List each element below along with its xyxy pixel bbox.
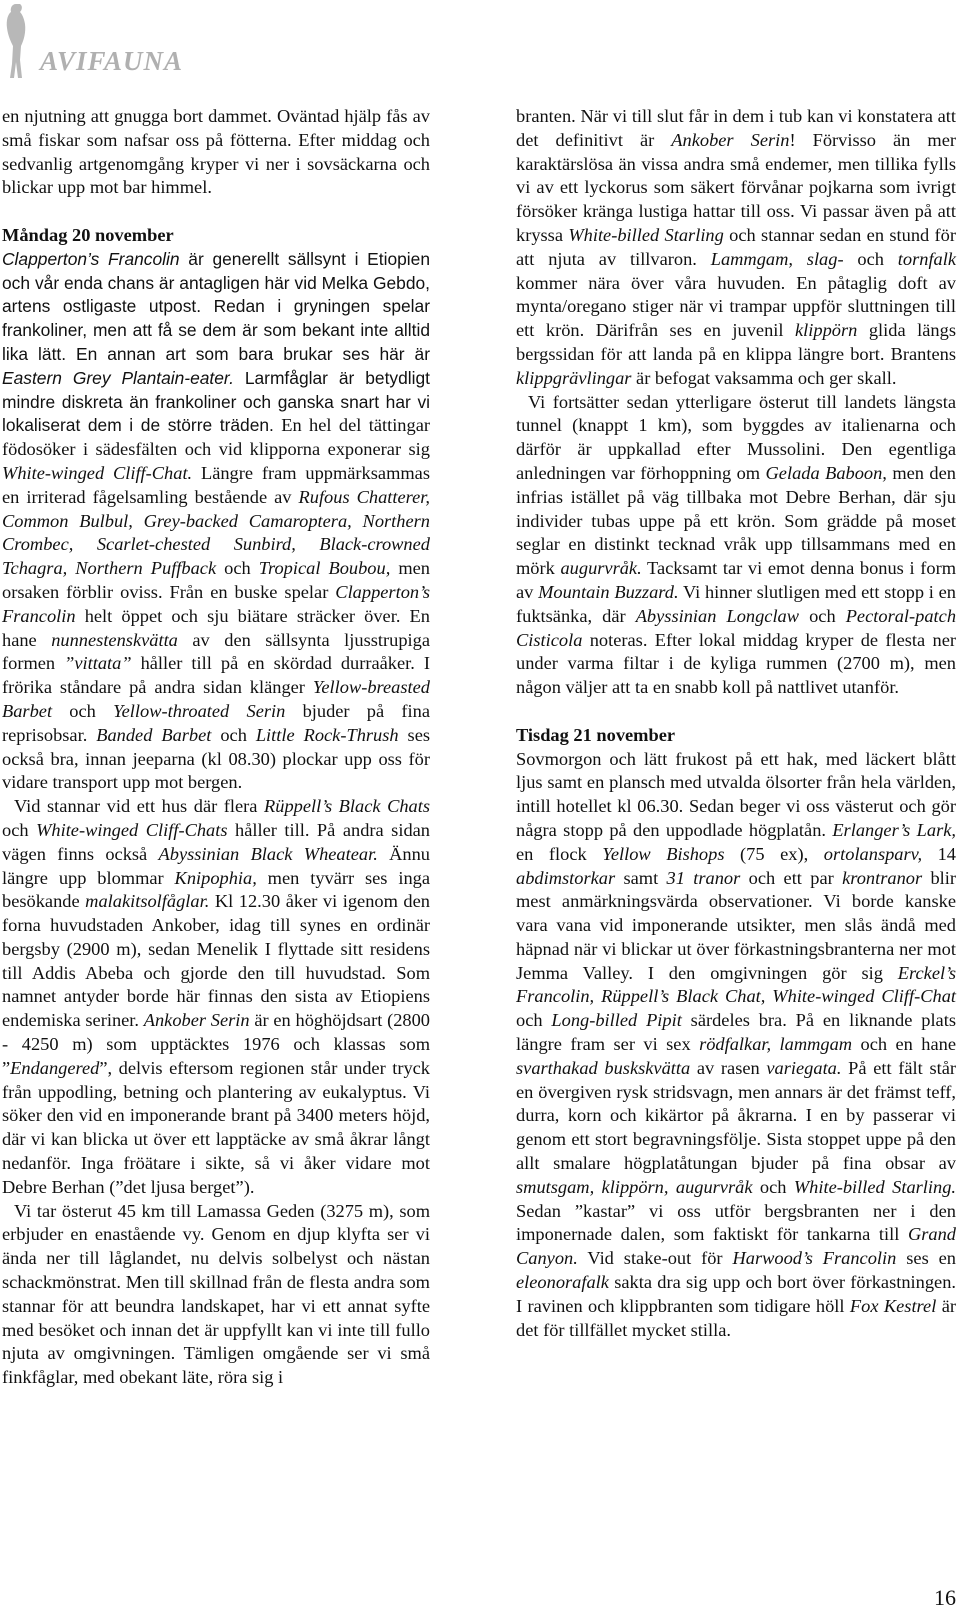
text-run: är befogat vaksamma och ger skall. [631,367,897,388]
italic-text-run: Ankober Serin [671,129,790,150]
right-paragraph-1 [516,105,956,391]
text-run: (75 ex), [724,843,824,864]
italic-text-run: White-winged Cliff-Chats [36,819,228,840]
left-paragraph-4 [2,1200,430,1390]
italic-text-run: Gelada Baboon, [765,462,887,483]
text-run: På ett fält står en övergiven rysk stridsvagn, men annars är det främst teff, durra, korn och kikärtor på åkrarna. I en by passerar vi genom ett stort begravningsfölje. Sista stoppet uppe på den allt smalare högplatåtungan bjuder på fina obsar av [516,1057,957,1174]
text-run: Vid stannar vid ett hus där flera [14,796,265,817]
italic-text-run: tornfalk [897,248,957,269]
text-run: av rasen [690,1057,767,1078]
text-run: Sovmorgon och lätt frukost på ett hak, med läckert blått ljus samt en plansch med utvalda ölsorter från hela världen, intill hotellet kl 06.30. Sedan beger vi oss västerut och gör några stopp på den uppodlade högplatån. [516,748,956,840]
text-run: Längre fram uppmärksammas en irriterad fågelsamling bestående av [2,462,430,507]
italic-text-run: svarthakad buskskvätta [516,1057,691,1078]
text-run: Vi tar österut 45 km till Lamassa Geden (3275 m), som erbjuder en enastående vy. Genom en djup klyfta ser vi ända ner till låglandet, nu delvis solbelyst och nästan schackmönstrat. Men till skillnad från de flesta andra som stannar för att beundra landskapet, har vi ett annat syfte med besöket och innan det är uppfyllt kan vi inte till fullo njuta av omgivningen. Tämligen omgående ser vi små finkfåglar, med obekant läte, röra sig i [2,1200,430,1388]
italic-text-run: rödfalkar, lammgam [699,1034,853,1055]
text-run: Sedan ”kastar” vi oss utför bergsbranten ner i den imponernade dalen, som faktiskt för tankarna till [516,1200,956,1245]
italic-text-run: White-billed Starling. [793,1176,957,1197]
text-run: och [211,724,256,745]
right-paragraph-2 [516,391,956,700]
italic-text-run: krontranor [842,867,923,888]
italic-text-run: variegata. [766,1057,842,1078]
italic-text-run: augurvråk. [560,558,642,579]
text-run: Ännu längre upp blommar [2,843,431,888]
section-heading-monday: Måndag 20 november [2,224,174,245]
text-run: En hel del tättingar födosöker i sädesfälten och vid klipporna exponerar sig [2,415,430,460]
italic-text-run: ortolansparv, [823,843,923,864]
text-run: är en höghöjdsart (2800 - 4250 m) som upptäcktes 1976 och klassas som ” [2,1010,430,1078]
text-run: och en hane [852,1034,957,1055]
text-run: helt öppet och sju biätare sträcker över. En hane [2,605,430,650]
italic-text-run: ”vittata” [64,653,132,674]
right-column [516,105,956,1342]
text-run: är det för tillfället mycket stilla. [516,1295,956,1340]
text-run: glida längs bergssidan för att landa på en klippa längre bort. Brantens [516,320,956,364]
text-run: av den sällsynta ljusstrupiga formen [2,629,430,674]
left-paragraph-2-sans [2,249,430,436]
left-column [2,105,430,1390]
text-run: Larmfåglar är betydligt mindre diskreta än frankoliner och ganska snart har vi lokaliserat dem i de större träden. [2,367,430,436]
text-run: ”, delvis eftersom regionen står under tryck från uppodling, betning och plantering av eukalyptus. Vi söker den vid en imponerande brant på 3400 meters höjd, där vi kan blicka ut över ett lapptäcke av små åkrar långt nedanför. Inga fröätare i sikte, så vi åker vidare mot Debre Berhan (”det ljusa berget”). [2,1057,430,1197]
italic-text-run: Clapperton’s Francolin [2,248,180,269]
text-run: Vi hinner slutligen med ett stopp i en fuktsänka, där [516,581,956,626]
logo-text: AVIFAUNA [40,46,184,76]
italic-text-run: Knipophia, [174,867,257,888]
text-run: och [799,605,846,626]
text-run: särdeles bra. På en liknande plats längre fram ser vi sex [516,1010,956,1055]
text-run: och [216,558,259,579]
italic-text-run: Clapperton’s Francolin [2,581,430,626]
text-run: Vi fortsätter sedan ytterligare österut till landets längsta tunnel (knappt 1 km), som byggdes av italienarna och därför är uppkallad efter Mussolini. Den egentliga anledningen var förhoppning om [516,391,956,483]
italic-text-run: eleonorafalk [516,1272,609,1293]
section-heading-tuesday: Tisdag 21 november [516,724,676,745]
italic-text-run: Mountain Buzzard. [538,581,679,602]
bird-silhouette-icon [2,2,32,80]
text-run: är generellt sällsynt i Etiopien och vår enda chans är antagligen här vid Melka Gebdo, artens ostligaste utpost. Redan i gryningen spelar frankoliner, men att få se dem är som bekant inte alltid lika lätt. En annan art som bara brukar ses här är [2,248,430,364]
avifauna-logo [2,2,202,82]
italic-text-run: White-billed Starling [568,224,724,245]
page-number: 16 [934,1585,956,1610]
italic-text-run: Lammgam, slag- [710,248,844,269]
italic-text-run: Harwood’s Francolin [732,1248,897,1269]
text-run: men orsaken förblir oviss. Från en buske spelar [2,558,431,602]
text-run: ses också bra, innan jeeparna (kl 08.30) plockar upp oss för vidare transport upp mot bergen. [2,724,431,793]
italic-text-run: Long-billed Pipit [551,1010,682,1031]
italic-text-run: Rüppell’s Black Chats [264,796,431,817]
italic-text-run: Abyssinian Longclaw [635,605,800,626]
italic-text-run: Rufous Chatterer, Common Bulbul, Grey-backed Camaroptera, Northern Crombec, Scarlet-chested Sunbird, Black-crowned Tchagra, Northern Puffback [2,486,431,579]
italic-text-run: Little Rock-Thrush [255,724,399,745]
text-run: ses en [896,1248,957,1269]
italic-text-run: 31 tranor [666,867,741,888]
italic-text-run: Yellow-breasted Barbet [2,677,430,721]
italic-text-run: Ankober Serin [143,1010,250,1031]
text-run: men tyvärr ses inga besökande [2,867,430,912]
text-run: och [52,700,114,721]
italic-text-run: Grand Canyon. [516,1224,956,1269]
text-run: Tacksamt tar vi emot denna bonus i form av [516,558,956,602]
italic-text-run: Fox Kestrel [849,1295,937,1316]
italic-text-run: nunnestenskvätta [51,629,178,650]
italic-text-run: malakitsolfåglar. [85,891,210,912]
italic-text-run: Yellow Bishops [602,843,725,864]
text-run: och [752,1176,794,1197]
italic-text-run: Tropical Boubou, [258,558,391,579]
italic-text-run: Abyssinian Black Wheatear. [158,843,378,864]
italic-text-run: abdimstorkar [516,867,616,888]
text-run: och [516,1010,552,1031]
italic-text-run: smutsgam, klippörn, augurvråk [516,1176,753,1197]
left-paragraph-2-serif [2,415,430,792]
italic-text-run: Eastern Grey Plantain-eater. [2,367,234,388]
text-run: Kl 12.30 åker vi igenom den forna huvudstaden Ankober, idag till synes en ordinär bergsby (2900 m), sedan Menelik I flyttade sitt residens till Addis Abeba och gjorde den till huvudstad. Som namnet antyder borde här finnas den sista av Etiopiens endemiska seriner. [2,891,430,1031]
left-paragraph-2 [2,248,430,795]
text-run: och [2,819,37,840]
text-run: och [843,248,898,269]
italic-text-run: klippgrävlingar [516,367,632,388]
italic-text-run: Yellow-throated Serin [113,700,286,721]
italic-text-run: Erckel’s Francolin, Rüppell’s Black Chat, White-winged Cliff-Chat [516,962,956,1007]
text-run: ! Förvisso än mer karaktärslösa än vissa andra små endemer, men tillika fylls vi av ett lyckorus som säkert förvånar pojkarna som ivrigt försöker kränga lustiga hattar till oss. Vi passar även på att kryssa [516,129,956,245]
right-paragraph-3 [516,748,956,1343]
text-run: sakta dra sig upp och bort över förkastningen. I ravinen och klippbranten som tidigare höll [516,1272,956,1316]
text-run: samt [615,867,667,888]
text-run: blir mest anmärkningsvärda observationer. Vi borde kanske vara vana vid imponerande utsikter, men slås ändå med häpnad när vi blickar ut över förkastningsbranterna ner mot Jemma Valley. I den omgivningen gör sig [516,867,957,983]
italic-text-run: White-winged Cliff-Chat. [2,462,193,483]
text-run: och stannar sedan en stund för att njuta av tillvaron. [516,224,956,269]
text-run: en flock [516,843,603,864]
text-run: noteras. Efter lokal middag kryper de flesta ner under varma filtar i de kyliga rummen (2700 m), men någon väljer att ta en snabb koll på nattlivet utanför. [516,629,956,698]
italic-text-run: Erlanger’s Lark, [832,819,956,840]
italic-text-run: klippörn [795,320,858,341]
italic-text-run: Pectoral-patch Cisticola [516,605,957,650]
text-run: en njutning att gnugga bort dammet. Oväntad hjälp fås av små fiskar som nafsar oss på fötterna. Efter middag och sedvanlig artgenomgång kryper vi ner i sovsäckarna och blickar upp mot bar himmel. [2,106,430,198]
italic-text-run: Endangered [10,1057,100,1078]
text-run: Vid stake-out för [577,1248,733,1269]
text-run: men den infrias istället på väg tillbaka mot Debre Berhan, där sju individer tubas uppe på ett krön. Som grädde på moset seglar en distinkt tecknad vråk upp tillsammans med en mörk [516,462,956,579]
text-run: håller till. På andra sidan vägen finns också [2,819,431,864]
text-run: kommer nära över våra huvuden. En påtaglig doft av mynta/oregano stiger när vi trampar uppför sluttningen till ett krön. Därifrån ses en juvenil [516,272,956,341]
text-run: branten. När vi till slut får in dem i tub kan vi konstatera att det definitivt är [516,106,956,150]
left-paragraph-1 [2,105,430,200]
text-run: bjuder på fina reprisobsar. [2,700,430,745]
text-run: 14 [922,843,957,864]
italic-text-run: Banded Barbet [96,724,212,745]
text-run: håller till på en skördad durraåker. I frörika ståndare på andra sidan klänger [2,653,430,698]
left-paragraph-3 [2,795,430,1200]
text-run: och ett par [740,867,843,888]
